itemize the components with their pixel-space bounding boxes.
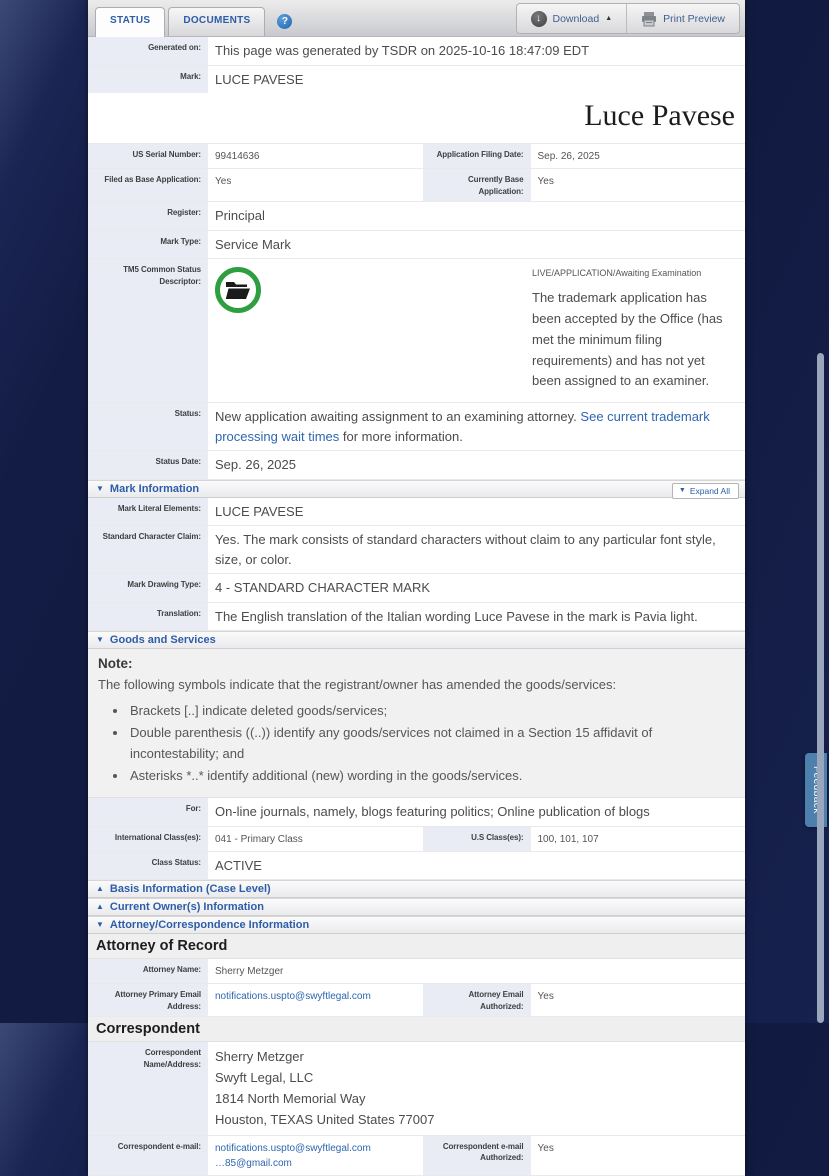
- correspondent-name-value: [210, 1042, 745, 1134]
- class-status-value: ACTIVE: [215, 857, 262, 873]
- translation-label: Translation:: [88, 603, 210, 631]
- status-date-row: [88, 451, 745, 480]
- us-classes-label: U.S Class(es):: [423, 827, 533, 851]
- mark-label: Mark:: [88, 66, 210, 94]
- tm5-description: The trademark application has been accepted by the Office (has met the minimum filing requirements) and has not yet been assigned to an examiner.: [532, 290, 723, 389]
- international-classes-label: International Class(es):: [88, 827, 210, 851]
- section-goods-services-label: Goods and Services: [109, 634, 216, 647]
- toolbar-button-group: [516, 3, 741, 34]
- note-bullet: • Asterisks *..* identify additional (new) wording in the goods/services.: [128, 765, 735, 786]
- generated-on-label: Generated on:: [88, 37, 210, 65]
- section-basis-information[interactable]: [88, 880, 745, 898]
- translation-row: [88, 603, 745, 632]
- correspondent-email-link-2[interactable]: …85@gmail.com: [215, 1157, 292, 1169]
- status-text-after: for more information.: [339, 428, 463, 444]
- status-label: Status:: [88, 403, 210, 450]
- tm5-status-row: [88, 259, 745, 403]
- download-label: Download: [552, 12, 600, 25]
- tab-bar: [88, 0, 268, 36]
- standard-character-claim-label: Standard Character Claim:: [88, 526, 210, 573]
- attorney-email-authorized-label: Attorney Email Authorized:: [423, 984, 533, 1016]
- attorney-name-label: Attorney Name:: [88, 959, 210, 983]
- filing-date-label: Application Filing Date:: [423, 144, 533, 168]
- mark-drawing-type-row: [88, 574, 745, 603]
- tm5-text-block: [532, 265, 737, 392]
- mark-literal-row: [88, 498, 745, 527]
- collapse-triangle-icon: ▼: [96, 635, 104, 645]
- download-icon: ↓: [531, 11, 547, 27]
- serial-label: US Serial Number:: [88, 144, 210, 168]
- class-status-label: Class Status:: [88, 852, 210, 880]
- filed-base-value: Yes: [215, 176, 232, 187]
- filing-date-value: Sep. 26, 2025: [537, 151, 600, 162]
- mark-type-label: Mark Type:: [88, 231, 210, 259]
- expand-all-label: Expand All: [689, 485, 730, 496]
- tsdr-status-page: [88, 0, 745, 1176]
- correspondent-email-label: Correspondent e-mail:: [88, 1136, 210, 1175]
- for-value: On-line journals, namely, blogs featuring politics; Online publication of blogs: [215, 804, 650, 820]
- mark-value: LUCE PAVESE: [215, 71, 304, 87]
- tm5-icon-wrap: [215, 265, 532, 392]
- standard-character-claim-row: [88, 526, 745, 574]
- section-current-owners[interactable]: [88, 898, 745, 916]
- note-bullet-list: [128, 700, 735, 786]
- correspondent-email-authorized-value: Yes: [537, 1142, 554, 1154]
- note-title: Note:: [98, 656, 133, 672]
- collapse-triangle-icon: ▼: [96, 920, 104, 930]
- base-application-row: [88, 169, 745, 202]
- tab-documents[interactable]: DOCUMENTS: [168, 7, 265, 36]
- section-current-owners-label: Current Owner(s) Information: [109, 901, 264, 914]
- correspondent-address-line: 1814 North Memorial Way: [215, 1091, 366, 1107]
- serial-value: 99414636: [215, 151, 260, 162]
- classes-row: [88, 827, 745, 852]
- translation-value: The English translation of the Italian wording Luce Pavese in the mark is Pavia light.: [215, 608, 698, 624]
- attorney-email-authorized-value: Yes: [537, 991, 554, 1003]
- tm5-status-line: LIVE/APPLICATION/Awaiting Examination: [532, 268, 702, 279]
- print-preview-button[interactable]: [626, 4, 739, 33]
- register-row: [88, 202, 745, 231]
- correspondent-email-row: [88, 1136, 745, 1176]
- for-row: [88, 798, 745, 827]
- status-date-value: Sep. 26, 2025: [215, 457, 296, 473]
- currently-base-value: Yes: [537, 176, 554, 187]
- mark-image-row: [88, 93, 745, 144]
- status-value: [210, 403, 745, 450]
- section-basis-information-label: Basis Information (Case Level): [109, 883, 271, 896]
- correspondent-address-line: Swyft Legal, LLC: [215, 1070, 314, 1086]
- correspondent-address-line: Houston, TEXAS United States 77007: [215, 1112, 435, 1128]
- tm5-label: TM5 Common Status Descriptor:: [88, 259, 210, 402]
- expand-all-button[interactable]: [672, 483, 739, 499]
- goods-services-note: [88, 649, 745, 798]
- correspondent-address-line: Sherry Metzger: [215, 1049, 304, 1065]
- note-intro: The following symbols indicate that the registrant/owner has amended the goods/services:: [98, 677, 617, 693]
- open-folder-icon: [225, 279, 251, 301]
- section-attorney-correspondence-label: Attorney/Correspondence Information: [109, 919, 310, 932]
- tm5-value: [210, 259, 745, 402]
- attorney-name-value: Sherry Metzger: [215, 966, 284, 978]
- help-icon[interactable]: ?: [277, 14, 292, 29]
- expand-triangle-icon: ▲: [96, 902, 104, 912]
- mark-literal-value: LUCE PAVESE: [215, 503, 304, 519]
- register-label: Register:: [88, 202, 210, 230]
- status-row: [88, 403, 745, 451]
- attorney-email-row: [88, 984, 745, 1017]
- mark-type-row: [88, 231, 745, 260]
- international-classes-value: 041 - Primary Class: [215, 833, 303, 845]
- class-status-row: [88, 852, 745, 881]
- mark-image-text: Luce Pavese: [584, 99, 735, 132]
- mark-drawing-type-value: 4 - STANDARD CHARACTER MARK: [215, 580, 431, 596]
- generated-on-value: This page was generated by TSDR on 2025-10-16 18:47:09 EDT: [215, 43, 590, 58]
- standard-character-claim-value: Yes. The mark consists of standard characters without claim to any particular font style, size, or color.: [215, 532, 716, 567]
- register-value: Principal: [215, 208, 265, 224]
- download-button[interactable]: [517, 4, 627, 33]
- note-bullet: • Double parenthesis ((..)) identify any goods/services not claimed in a Section 15 affidavit of incontestability; and: [128, 722, 735, 764]
- caret-up-icon: ▲: [605, 15, 613, 22]
- correspondent-email-link[interactable]: notifications.uspto@swyftlegal.com: [215, 1142, 371, 1154]
- status-date-label: Status Date:: [88, 451, 210, 479]
- attorney-email-link[interactable]: notifications.uspto@swyftlegal.com: [215, 991, 371, 1003]
- us-classes-value: 100, 101, 107: [537, 833, 599, 845]
- section-mark-information[interactable]: [88, 480, 745, 498]
- correspondent-email-authorized-label: Correspondent e-mail Authorized:: [423, 1136, 533, 1175]
- generated-on-row: [88, 37, 745, 66]
- mark-drawing-type-label: Mark Drawing Type:: [88, 574, 210, 602]
- currently-base-label: Currently Base Application:: [423, 169, 533, 201]
- attorney-email-label: Attorney Primary Email Address:: [88, 984, 210, 1016]
- serial-filing-row: [88, 144, 745, 169]
- processing-wait-times-link[interactable]: See current trademark processing wait times: [215, 409, 710, 444]
- filed-base-label: Filed as Base Application:: [88, 169, 210, 201]
- mark-type-value: Service Mark: [215, 236, 291, 252]
- mark-literal-label: Mark Literal Elements:: [88, 498, 210, 526]
- status-text-before: New application awaiting assignment to an examining attorney.: [215, 409, 581, 425]
- collapse-triangle-icon: ▼: [96, 483, 104, 493]
- correspondent-heading: Correspondent: [88, 1017, 745, 1042]
- expand-triangle-icon: ▲: [96, 884, 104, 894]
- scrollbar-thumb[interactable]: [817, 353, 824, 1023]
- section-mark-information-label: Mark Information: [109, 482, 200, 495]
- tab-status[interactable]: STATUS: [95, 7, 165, 37]
- attorney-of-record-heading: Attorney of Record: [88, 934, 745, 959]
- printer-icon: [641, 12, 657, 26]
- section-attorney-correspondence[interactable]: [88, 916, 745, 934]
- expand-all-triangle-icon: ▼: [678, 487, 686, 495]
- for-label: For:: [88, 798, 210, 826]
- attorney-name-row: [88, 959, 745, 984]
- note-bullet: • Brackets [..] indicate deleted goods/services;: [128, 700, 735, 721]
- section-goods-services[interactable]: [88, 631, 745, 649]
- correspondent-name-label: Correspondent Name/Address:: [88, 1042, 210, 1134]
- toolbar: [88, 0, 745, 37]
- tm5-live-application-icon: [215, 267, 261, 313]
- print-preview-label: Print Preview: [663, 12, 725, 25]
- mark-row: [88, 66, 745, 94]
- correspondent-name-row: [88, 1042, 745, 1135]
